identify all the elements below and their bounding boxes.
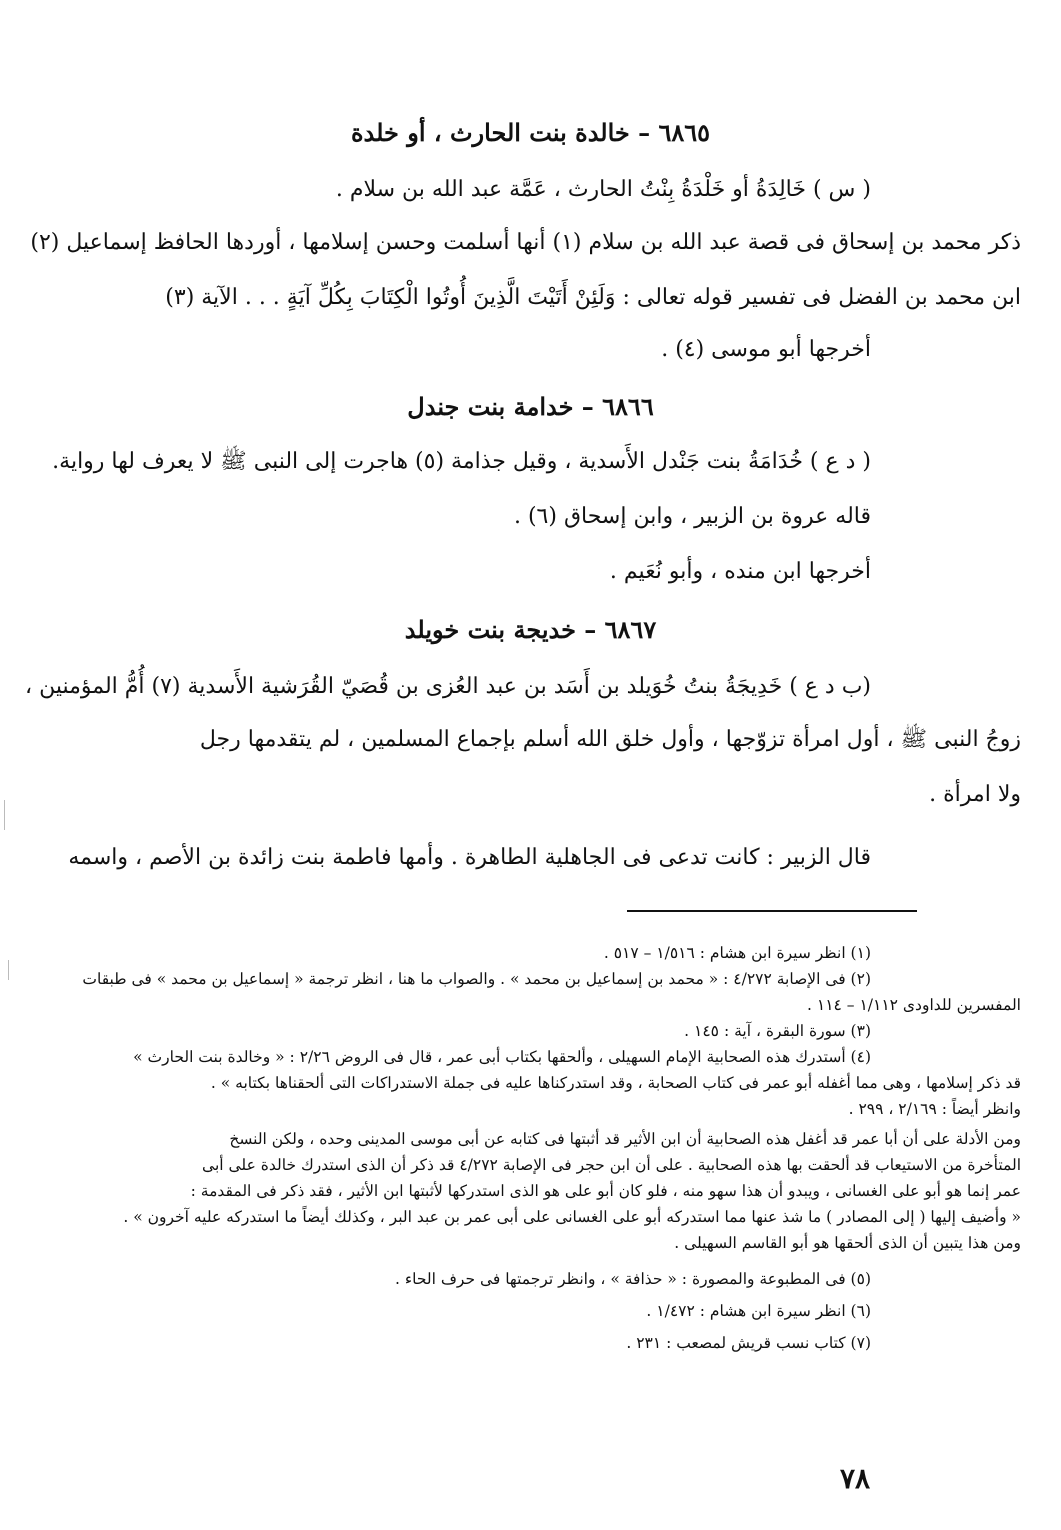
entry-line: قال الزبير : كانت تدعى فى الجاهلية الطاهرة . وأمها فاطمة بنت زائدة بن الأصم ، واسمه [68,845,871,870]
entry-heading-6867: ٦٨٦٧ – خديجة بنت خويلد [404,615,657,644]
entry-line: ( س ) خَالِدَةُ أو خَلْدَةُ بِنْتُ الحارث ، عَمَّة عبد الله بن سلام . [335,177,871,202]
entry-heading-6866: ٦٨٦٦ – خدامة بنت جندل [407,392,654,421]
footnote: عمر إنما هو أبو على الغسانى ، ويبدو أن هذا سهو منه ، فلو كان أبو على هو الذى استدركها لأثبتها ابن الأثير ، فقد ذكر فى المقدمة : [190,1182,1021,1200]
entry-line: قاله عروة بن الزبير ، وابن إسحاق (٦) . [513,504,871,529]
footnote: (٢) فى الإصابة ٤/٢٧٢ : « محمد بن إسماعيل بن محمد » . والصواب ما هنا ، انظر ترجمة « إسماعيل بن محمد » فى طبقات [82,970,871,988]
entry-line: أخرجها أبو موسى (٤) . [661,337,871,362]
footnote: (٧) كتاب نسب قريش لمصعب : ٢٣١ . [626,1334,871,1352]
scan-mark [4,800,5,830]
footnote: (١) انظر سيرة ابن هشام : ١/٥١٦ – ٥١٧ . [603,944,871,962]
entry-line: ذكر محمد بن إسحاق فى قصة عبد الله بن سلام (١) أنها أسلمت وحسن إسلامها ، أوردها الحافظ إسماعيل (٢) [30,230,1021,255]
entry-line: ابن محمد بن الفضل فى تفسير قوله تعالى : وَلَئِنْ أَتَيْتَ الَّذِينَ أُوتُوا الْكِتَابَ بِكُلِّ آيَةٍ . . . الآية (٣) [165,285,1021,310]
footnote: (٤) أستدرك هذه الصحابية الإمام السهيلى ، وألحقها بكتاب أبى عمر ، قال فى الروض ٢/٢٦ : « وخالدة بنت الحارث » [133,1048,871,1066]
footnote: المفسرين للداودى ١/١١٢ – ١١٤ . [807,996,1021,1014]
scan-mark [8,960,9,980]
footnote: (٦) انظر سيرة ابن هشام : ١/٤٧٢ . [646,1302,871,1320]
entry-heading-6865: ٦٨٦٥ – خالدة بنت الحارث ، أو خلدة [350,118,711,147]
footnote: قد ذكر إسلامها ، وهى مما أغفله أبو عمر فى كتاب الصحابة ، وقد استدركناها عليه فى جملة الاستدراكات التى ألحقناها بكتابه » . [210,1074,1021,1092]
footnote: ومن هذا يتبين أن الذى ألحقها هو أبو القاسم السهيلى . [674,1234,1021,1252]
entry-line: زوجُ النبى ﷺ ، أول امرأة تزوّجها ، وأول خلق الله أسلم بإجماع المسلمين ، لم يتقدمها رجل [199,727,1021,752]
entry-line: ( د ع ) خُدَامَةُ بنت جَنْدل الأَسدية ، وقيل جذامة (٥) هاجرت إلى النبى ﷺ لا يعرف لها رواية. [52,449,871,474]
page-number: ٧٨ [840,1462,871,1495]
entry-line: أخرجها ابن منده ، وأبو نُعَيم . [609,559,871,584]
footnote: (٣) سورة البقرة ، آية : ١٤٥ . [684,1022,871,1040]
footnote: المتأخرة من الاستيعاب قد ألحقت بها هذه الصحابية . على أن ابن حجر فى الإصابة ٤/٢٧٢ قد ذكر أن الذى استدرك خالدة على أبى [202,1156,1021,1174]
footnote: وانظر أيضاً : ٢/١٦٩ ، ٢٩٩ . [848,1100,1021,1118]
footnote: (٥) فى المطبوعة والمصورة : « حذافة » ، وانظر ترجمتها فى حرف الحاء . [395,1270,871,1288]
footnote-separator [627,910,917,912]
footnote: « وأضيف إليها ( إلى المصادر ) ما شذ عنها مما استدركه أبو على الغسانى على أبى عمر بن عبد البر ، وكذلك أيضاً ما استدركه عليه آخرون » . [123,1208,1021,1226]
entry-line: ولا امرأة . [929,782,1021,807]
footnote: ومن الأدلة على أن أبا عمر قد أغفل هذه الصحابية أن ابن الأثير قد أثبتها فى كتابه عن أبى موسى المدينى وحده ، ولكن النسخ [229,1130,1021,1148]
entry-line: (ب د ع ) خَدِيجَةُ بنتُ خُوَيلد بن أَسَد بن عبد العُزى بن قُصَيّ القُرَشية الأَسدية (٧) أُمُّ المؤمنين ، [24,674,871,699]
